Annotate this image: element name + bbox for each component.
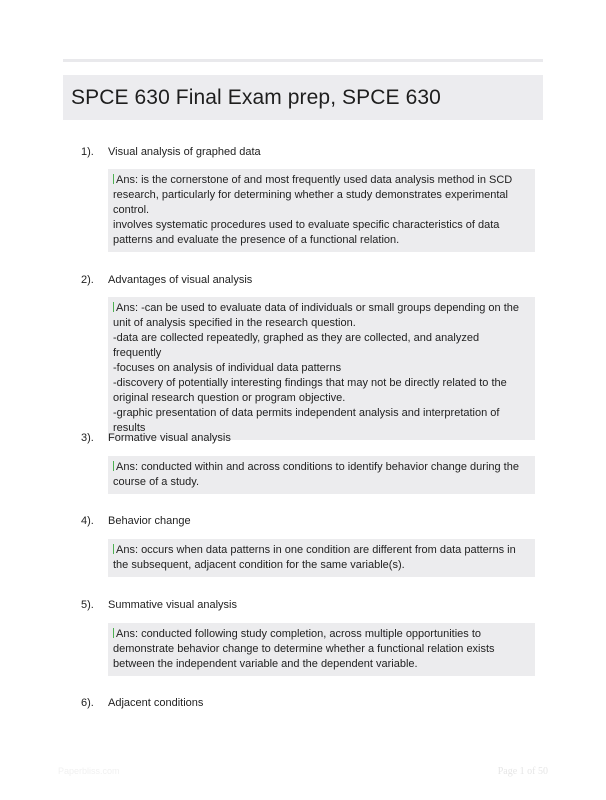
footer-page-number: Page 1 of 50 (497, 766, 548, 777)
answer-line: -graphic presentation of data permits independent analysis and interpretation of results (113, 407, 500, 434)
answer-box (108, 539, 535, 577)
question-text: Behavior change (108, 515, 191, 527)
answer-box (108, 169, 535, 252)
question-number: 3). (81, 432, 94, 444)
answer-marker (113, 628, 114, 638)
answer-line: Ans: occurs when data patterns in one condition are different from data patterns in the subsequent, adjacent condition for the same variable(s). (113, 544, 516, 571)
question-text: Adjacent conditions (108, 697, 204, 709)
answer-marker (113, 544, 114, 554)
question-text: Summative visual analysis (108, 599, 237, 611)
answer-marker (113, 174, 114, 184)
answer-box (108, 623, 535, 676)
question-number: 1). (81, 146, 94, 158)
answer-line: -data are collected repeatedly, graphed as they are collected, and analyzed frequently (113, 332, 480, 359)
answer-box (108, 456, 535, 494)
answer-line: Ans: conducted within and across conditions to identify behavior change during the course of a study. (113, 461, 519, 488)
answer-box (108, 297, 535, 440)
question-number: 2). (81, 274, 94, 286)
answer-marker (113, 461, 114, 471)
question-text: Formative visual analysis (108, 432, 231, 444)
page-title: SPCE 630 Final Exam prep, SPCE 630 (71, 85, 441, 109)
question-number: 6). (81, 697, 94, 709)
answer-line: -focuses on analysis of individual data patterns (113, 362, 342, 374)
title-bar (63, 75, 543, 120)
answer-line: -discovery of potentially interesting findings that may not be directly related to the original research question or program objective. (113, 377, 507, 404)
footer-watermark: Paperbliss.com (58, 766, 120, 776)
answer-line: Ans: conducted following study completion, across multiple opportunities to demonstrate behavior change to determine whether a functional relation exists between the independent variable and the dependent variable. (113, 628, 495, 670)
answer-line: involves systematic procedures used to evaluate specific characteristics of data patterns and evaluate the presence of a functional relation. (113, 219, 500, 246)
answer-marker (113, 302, 114, 312)
answer-line: Ans: -can be used to evaluate data of individuals or small groups depending on the unit of analysis specified in the research question. (113, 302, 519, 329)
question-number: 4). (81, 515, 94, 527)
question-text: Visual analysis of graphed data (108, 146, 261, 158)
question-number: 5). (81, 599, 94, 611)
question-text: Advantages of visual analysis (108, 274, 253, 286)
top-divider (63, 59, 543, 62)
answer-line: Ans: is the cornerstone of and most frequently used data analysis method in SCD research, particularly for determining whether a study demonstrates experimental control. (113, 174, 513, 216)
